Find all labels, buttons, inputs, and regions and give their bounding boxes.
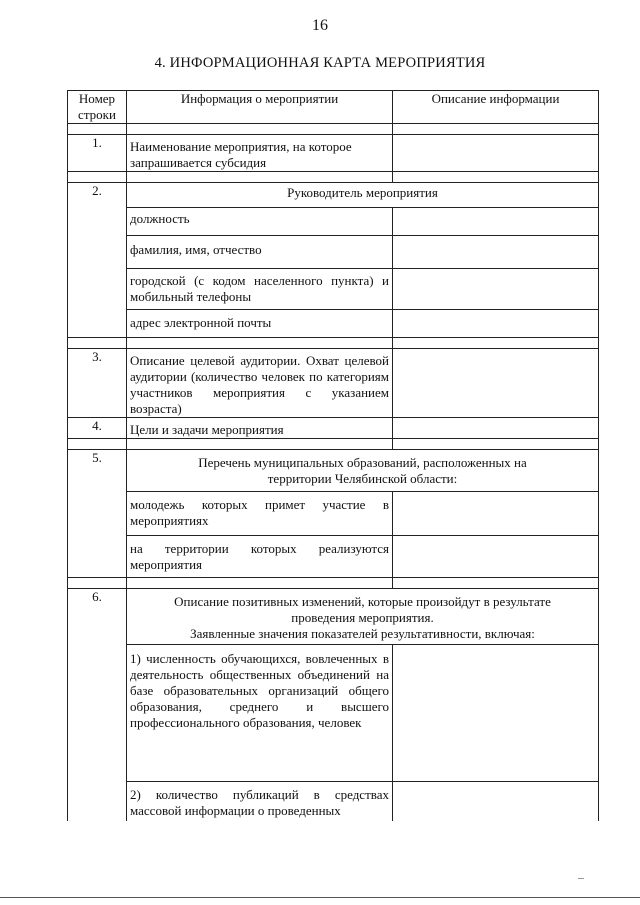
row-label: на территории которых реализуются мероприятия xyxy=(127,536,393,578)
table-spacer xyxy=(68,338,599,349)
row-number: 5. xyxy=(68,450,127,578)
row-heading-line2: территории Челябинской области: xyxy=(267,471,458,486)
page-number: 16 xyxy=(312,17,328,34)
row-heading: Руководитель мероприятия xyxy=(127,183,599,208)
header-row-number-line1: Номер xyxy=(78,91,116,106)
table-subrow xyxy=(68,492,599,536)
header-row-number xyxy=(68,91,127,124)
row-value-cell[interactable] xyxy=(393,418,599,439)
row-number: 6. xyxy=(68,589,127,822)
table-subrow xyxy=(68,782,599,822)
row-number: 4. xyxy=(68,418,127,439)
table-spacer xyxy=(68,172,599,183)
table-header-row xyxy=(68,91,599,124)
table-row-5 xyxy=(68,450,599,492)
row-heading xyxy=(127,589,599,645)
table-spacer xyxy=(68,124,599,135)
row-value-cell[interactable] xyxy=(393,645,599,782)
row-value-cell[interactable] xyxy=(393,349,599,418)
row-label: Цели и задачи мероприятия xyxy=(127,418,393,439)
row-label: городской (с кодом населенного пункта) и мобильный телефоны xyxy=(127,269,393,310)
information-map-table xyxy=(67,90,599,821)
table-row-4 xyxy=(68,418,599,439)
row-number: 1. xyxy=(68,135,127,172)
page-bottom-edge xyxy=(0,897,640,898)
row-heading-line1: Описание позитивных изменений, которые произойдут в результате xyxy=(174,594,551,609)
table-subrow xyxy=(68,310,599,338)
row-number: 3. xyxy=(68,349,127,418)
table-spacer xyxy=(68,578,599,589)
header-row-number-line2: строки xyxy=(78,107,116,122)
row-label: должность xyxy=(127,208,393,236)
table-row-3 xyxy=(68,349,599,418)
row-value-cell[interactable] xyxy=(393,536,599,578)
table-row-1 xyxy=(68,135,599,172)
header-info-description: Описание информации xyxy=(393,91,599,124)
table-row-6 xyxy=(68,589,599,645)
row-label-line1: Наименование мероприятия, на которое xyxy=(130,139,352,154)
row-heading xyxy=(127,450,599,492)
row-label: молодежь которых примет участие в мероприятиях xyxy=(127,492,393,536)
row-label: 2) количество публикаций в средствах массовой информации о проведенных xyxy=(127,782,393,822)
table-subrow xyxy=(68,645,599,782)
row-label-line2: запрашивается субсидия xyxy=(130,155,267,170)
table-row-2 xyxy=(68,183,599,208)
row-value-cell[interactable] xyxy=(393,135,599,172)
row-label: адрес электронной почты xyxy=(127,310,393,338)
table-subrow xyxy=(68,208,599,236)
row-heading-line1: Перечень муниципальных образований, расположенных на xyxy=(198,455,527,470)
table-subrow xyxy=(68,269,599,310)
row-heading-line3: Заявленные значения показателей результативности, включая: xyxy=(190,626,535,641)
row-heading-line2: проведения мероприятия. xyxy=(291,610,434,625)
table-subrow xyxy=(68,236,599,269)
row-label: Описание целевой аудитории. Охват целевой аудитории (количество человек по категориям участников мероприятия с указанием возраста) xyxy=(127,349,393,418)
row-label: фамилия, имя, отчество xyxy=(127,236,393,269)
row-value-cell[interactable] xyxy=(393,492,599,536)
section-title: 4. ИНФОРМАЦИОННАЯ КАРТА МЕРОПРИЯТИЯ xyxy=(154,55,486,71)
table-spacer xyxy=(68,439,599,450)
row-value-cell[interactable] xyxy=(393,236,599,269)
row-value-cell[interactable] xyxy=(393,782,599,822)
row-value-cell[interactable] xyxy=(393,208,599,236)
row-value-cell[interactable] xyxy=(393,310,599,338)
row-label: 1) численность обучающихся, вовлеченных в деятельность общественных объединений на базе образовательных организаций общего образования, среднего и высшего профессионального образования, человек xyxy=(127,645,393,782)
row-number: 2. xyxy=(68,183,127,338)
header-event-info: Информация о мероприятии xyxy=(127,91,393,124)
scan-artifact xyxy=(578,878,584,879)
row-value-cell[interactable] xyxy=(393,269,599,310)
table-subrow xyxy=(68,536,599,578)
row-label xyxy=(127,135,393,172)
